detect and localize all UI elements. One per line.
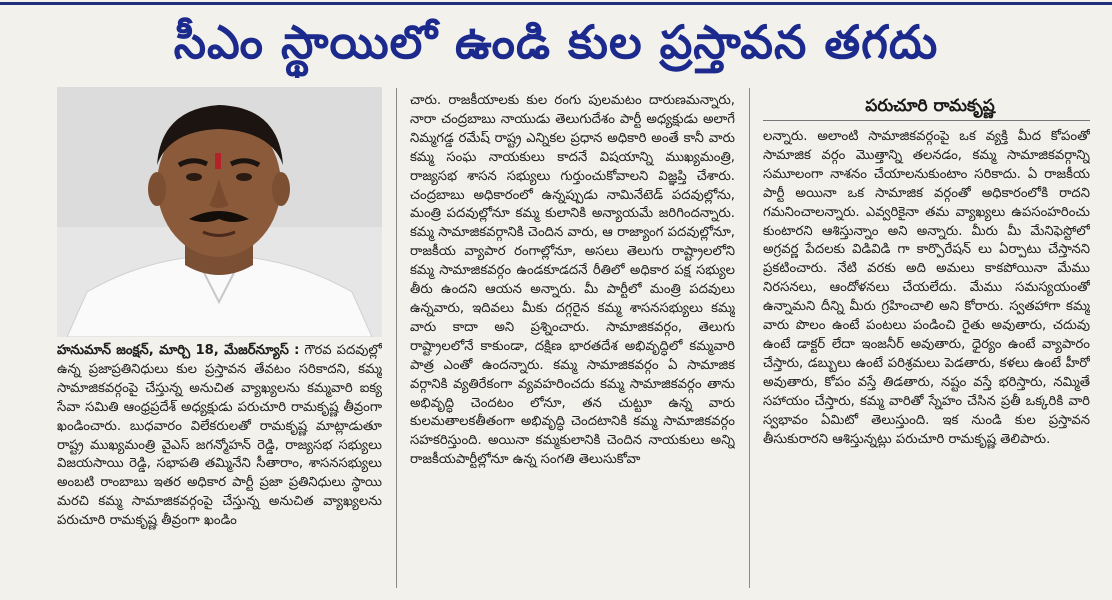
article-column-3 [763,128,1090,590]
article-text: లన్నారు. అలాంటి సామాజికవర్గంపై ఒక వ్యక్తి మీద కోపంతో సామాజిక వర్గం మొత్తాన్ని తలనడం, కమ్మ సామాజికవర్గాన్ని సమూలంగా నాశనం చేయాలనుకుంటాం సరికాదు. ఏ రాజకీయ పార్టీ అయినా ఒక సామాజిక వర్గంతో అధికారంలోకి రాదని గమనించాలన్నారు. ఎవ్వరికైనా తమ వ్యాఖ్యలు ఉపసంహరించు కుంటారని ఆశిస్తున్నాం అని అన్నారు. మీరు మీ మేనిఫెస్టోలో అగ్రవర్ణ పేదలకు విడివిడి గా కార్పొరేషన్ లు ఏర్పాటు చేస్తానని ప్రకటించారు. నేటి వరకు అది అమలు కాకపోయినా మేము నిరసనలు, ఆందోళనలు చేయలేదు. మేము సమస్యయంతో ఉన్నామని దీన్ని మీరు గ్రహించాలి అని కోరారు. స్వతహాగా కమ్మ వారు పొలం ఉంటే పంటలు పండించి రైతు అవుతారు, చదువు ఉంటే డాక్టర్ లేదా ఇంజనీర్ అవుతారు, ధైర్యం ఉంటే వ్యాపారం చేస్తారు, డబ్బులు ఉంటే పరిశ్రమలు పెడతారు, కళలు ఉంటే హీరో అవుతారు, కోపం వస్తే తిడతారు, నష్టం వస్తే భరిస్తారు, నమ్మితే సహాయం చేస్తారు, కమ్మ వారితో స్నేహం చేసిన ప్రతీ ఒక్కరికి వారి స్వభావం ఏమిటో తెలుస్తుంది. ఇక నుండి కుల ప్రస్తావన తీసుకురారని ఆశిస్తున్నట్లు పరుచూరి రామకృష్ణ తెలిపారు. [763,129,1090,447]
top-rule [0,2,1112,5]
byline-rule [763,120,1090,121]
article-column-1 [57,342,382,590]
column-rule [749,88,750,588]
byline: పరుచూరి రామకృష్ణ [865,96,995,116]
portrait-illustration [57,87,382,337]
article-text: గౌరవ పదవుల్లో ఉన్న ప్రజాప్రతినిధులు కుల ప్రస్తావన తేవటం సరికాదని, కమ్మ సామాజికవర్గంపై చేస్తున్న అనుచిత వ్యాఖ్యలను కమ్మవారి ఐక్య సేవా సమితి ఆంధ్రప్రదేశ్ అధ్యక్షుడు పరుచూరి రామకృష్ణ తీవ్రంగా ఖండించారు. బుధవారం విలేకరులతో రామకృష్ణ మాట్లాడుతూ రాష్ట్ర ముఖ్యమంత్రి వైఎస్ జగన్మోహన్ రెడ్డి, రాజ్యసభ సభ్యులు విజయసాయి రెడ్డి, సభాపతి తమ్మినేని సీతారాం, శాసనసభ్యులు అంబటి రాంబాబు ఇతర అధికార పార్టీ ప్రజా ప్రతినిధులు స్థాయి మరచి కమ్మ సామాజికవర్గంపై చేస్తున్న అనుచిత వ్యాఖ్యలను పరుచూరి రామకృష్ణ తీవ్రంగా ఖండిం [57,343,382,529]
dateline: హనుమాన్ జంక్షన్, మార్చి 18, మేజర్‌న్యూస్ : [57,343,300,358]
headline: సీఎం స్థాయిలో ఉండి కుల ప్రస్తావన తగదు [173,15,939,69]
portrait-photo [57,87,382,337]
article-text: చారు. రాజకీయాలకు కుల రంగు పులమటం దారుణమన్నారు, నారా చంద్రబాబు నాయుడు తెలుగుదేశం పార్టీ అధ్యక్షుడు అలాగే నిమ్మగడ్డ రమేష్ రాష్ట్ర ఎన్నికల ప్రధాన అధికారి అంతే కానీ వారు కమ్మ సంఘ నాయకులు కాదనే విషయాన్ని ముఖ్యమంత్రి, రాజ్యసభ శాసన సభ్యులు గుర్తుంచుకోవాలని విజ్ఞప్తి చేశారు. చంద్రబాబు అధికారంలో ఉన్నప్పుడు నామినేటెడ్ పదవుల్లోను, మంత్రి పదవుల్లోనూ కమ్మ కులానికి అన్యాయమే జరిగిందన్నారు. కమ్మ సామాజికవర్గానికి చెందిన వారు, ఆ రాజ్యాంగ పదవుల్లోనూ, రాజకీయ వ్యాపార రంగాల్లోనూ, అసలు తెలుగు రాష్ట్రాలలోని కమ్మ సామాజికవర్గం ఉండకూడదనే రీతిలో అధికార పక్ష సభ్యుల తీరు ఉందని ఆయన అన్నారు. మీ పార్టీలో మంత్రి పదవులు ఉన్నవారు, ఇదివలు మీకు దగ్గరైన కమ్మ శాసనసభ్యులు కమ్మ వారు కాదా అని ప్రశ్నించారు. సామాజికవర్గం, తెలుగు రాష్ట్రాలలోనే కాకుండా, దక్షిణ భారతదేశ అభివృద్ధిలో కమ్మవారి పాత్ర ఎంతో ఉందన్నారు. కమ్మ సామాజికవర్గం ఏ సామాజిక వర్గానికి వ్యతిరేకంగా వ్యవహరించదు కమ్మ సామాజికవర్గం తాను అభివృద్ధి చెందటం లోనూ, తన చుట్టూ ఉన్న వారు కులమతాలకతీతంగా అభివృద్ధి చెందటానికి కమ్మ సామాజికవర్గం సహకరిస్తుంది. అయినా కమ్మకులానికి చెందిన నాయకులు అన్ని రాజకీయపార్టీల్లోనూ ఉన్న సంగతి తెలుసుకోవా [410,93,735,468]
article-column-2 [410,92,735,592]
column-rule [396,88,397,588]
